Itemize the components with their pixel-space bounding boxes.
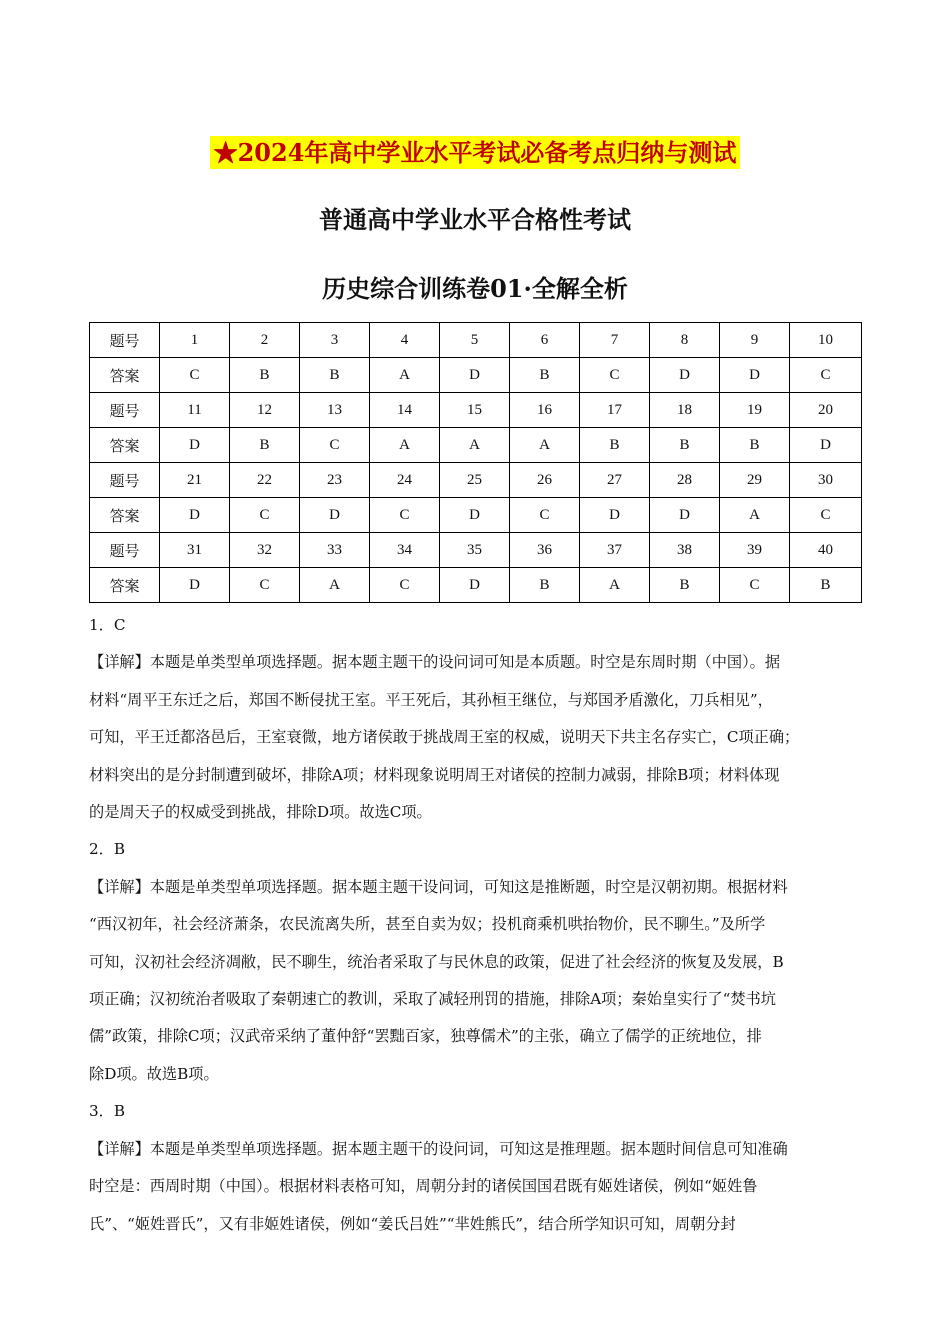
answer-cell: D [440, 358, 510, 393]
answer-cell: D [160, 428, 230, 463]
question-number-cell: 34 [370, 533, 440, 568]
question-number-cell: 7 [580, 323, 650, 358]
answer-cell: B [790, 568, 862, 603]
explanation-line: 【详解】本题是单类型单项选择题。据本题主题干的设问词可知是本质题。时空是东周时期（中国）。据 [89, 653, 781, 672]
answer-cell: B [650, 428, 720, 463]
question-number-cell: 29 [720, 463, 790, 498]
exam-title: 普通高中学业水平合格性考试 [319, 205, 631, 234]
question-number-cell: 21 [160, 463, 230, 498]
question-number-cell: 9 [720, 323, 790, 358]
answer-cell: B [580, 428, 650, 463]
question-number-cell: 39 [720, 533, 790, 568]
question-number-cell: 36 [510, 533, 580, 568]
question-number-cell: 10 [790, 323, 862, 358]
answer-cell: C [230, 498, 300, 533]
question-number-cell: 12 [230, 393, 300, 428]
answer-cell: A [440, 428, 510, 463]
answer-row [90, 428, 862, 463]
answer-cell: C [230, 568, 300, 603]
answer-cell: D [300, 498, 370, 533]
question-number-cell: 4 [370, 323, 440, 358]
answer-key-table [89, 322, 862, 603]
answer-cell: C [160, 358, 230, 393]
question-number-cell: 22 [230, 463, 300, 498]
question-row [90, 393, 862, 428]
answer-cell: D [160, 498, 230, 533]
question-number-cell: 35 [440, 533, 510, 568]
explanation-line: 儒”政策，排除C项；汉武帝采纳了董仲舒“罢黜百家，独尊儒术”的主张，确立了儒学的正统地位，排 [89, 1027, 762, 1046]
question-heading: 1．C [89, 616, 126, 634]
answer-cell: C [300, 428, 370, 463]
answer-cell: D [720, 358, 790, 393]
question-number-cell: 5 [440, 323, 510, 358]
answer-cell: C [790, 498, 862, 533]
explanation-line: 的是周天子的权威受到挑战，排除D项。故选C项。 [89, 803, 432, 822]
question-number-cell: 13 [300, 393, 370, 428]
series-banner-text: ★2024年高中学业水平考试必备考点归纳与测试 [210, 136, 741, 169]
answer-cell: A [370, 428, 440, 463]
question-row [90, 463, 862, 498]
explanation-line: 【详解】本题是单类型单项选择题。据本题主题干设问词，可知这是推断题，时空是汉朝初期。根据材料 [89, 877, 788, 896]
explanation-line: 除D项。故选B项。 [89, 1064, 219, 1083]
question-number-cell: 25 [440, 463, 510, 498]
explanation-line: 可知，汉初社会经济凋敝，民不聊生，统治者采取了与民休息的政策，促进了社会经济的恢复及发展，B [89, 952, 784, 971]
answer-row [90, 498, 862, 533]
question-number-cell: 23 [300, 463, 370, 498]
explanation-line: 项正确；汉初统治者吸取了秦朝速亡的教训，采取了减轻刑罚的措施，排除A项；秦始皇实行了“焚书坑 [89, 990, 776, 1009]
question-number-cell: 19 [720, 393, 790, 428]
answer-row [90, 568, 862, 603]
question-number-cell: 14 [370, 393, 440, 428]
question-row-label: 题号 [90, 323, 160, 358]
answer-cell: B [510, 568, 580, 603]
explanation-line: 【详解】本题是单类型单项选择题。据本题主题干的设问词，可知这是推理题。据本题时间信息可知准确 [89, 1139, 788, 1158]
answer-cell: A [580, 568, 650, 603]
answer-cell: C [720, 568, 790, 603]
question-number-cell: 30 [790, 463, 862, 498]
answer-cell: C [370, 498, 440, 533]
answer-row-label: 答案 [90, 498, 160, 533]
answer-cell: D [580, 498, 650, 533]
answer-cell: C [790, 358, 862, 393]
question-heading: 3．B [89, 1102, 126, 1121]
question-heading: 2．B [89, 840, 126, 859]
answer-cell: B [510, 358, 580, 393]
explanation-line: 时空是：西周时期（中国）。根据材料表格可知，周朝分封的诸侯国国君既有姬姓诸侯，例如“姬姓鲁 [89, 1177, 758, 1196]
question-row-label: 题号 [90, 393, 160, 428]
answer-row-label: 答案 [90, 428, 160, 463]
question-number-cell: 16 [510, 393, 580, 428]
question-number-cell: 27 [580, 463, 650, 498]
question-number-cell: 2 [230, 323, 300, 358]
question-number-cell: 26 [510, 463, 580, 498]
answer-cell: C [370, 568, 440, 603]
answer-cell: A [720, 498, 790, 533]
question-number-cell: 38 [650, 533, 720, 568]
answer-cell: A [370, 358, 440, 393]
answer-cell: D [790, 428, 862, 463]
explanation-line: 材料突出的是分封制遭到破坏，排除A项；材料现象说明周王对诸侯的控制力减弱，排除B项；材料体现 [89, 765, 780, 784]
explanations [89, 607, 859, 1243]
answer-cell: C [580, 358, 650, 393]
answer-cell: B [230, 358, 300, 393]
question-number-cell: 32 [230, 533, 300, 568]
question-number-cell: 37 [580, 533, 650, 568]
question-number-cell: 15 [440, 393, 510, 428]
series-banner [0, 133, 950, 168]
explanation-line: 材料“周平王东迁之后，郑国不断侵扰王室。平王死后，其孙桓王继位，与郑国矛盾激化，刀兵相见”， [89, 690, 773, 709]
question-row [90, 533, 862, 568]
question-number-cell: 18 [650, 393, 720, 428]
question-number-cell: 40 [790, 533, 862, 568]
answer-cell: C [510, 498, 580, 533]
paper-title: 历史综合训练卷01·全解全析 [322, 274, 628, 303]
explanation-line: 氏”、“姬姓晋氏”，又有非姬姓诸侯，例如“姜氏吕姓”“芈姓熊氏”，结合所学知识可知，周朝分封 [89, 1214, 736, 1233]
question-number-cell: 11 [160, 393, 230, 428]
question-number-cell: 17 [580, 393, 650, 428]
answer-cell: B [650, 568, 720, 603]
answer-cell: D [440, 568, 510, 603]
answer-cell: D [650, 358, 720, 393]
answer-cell: B [230, 428, 300, 463]
answer-row-label: 答案 [90, 358, 160, 393]
answer-cell: D [160, 568, 230, 603]
explanation-line: 可知，平王迁都洛邑后，王室衰微，地方诸侯敢于挑战周王室的权威，说明天下共主名存实亡，C项正确； [89, 728, 800, 747]
answer-cell: A [510, 428, 580, 463]
answer-row [90, 358, 862, 393]
question-row [90, 323, 862, 358]
answer-cell: D [650, 498, 720, 533]
question-row-label: 题号 [90, 463, 160, 498]
answer-row-label: 答案 [90, 568, 160, 603]
question-number-cell: 3 [300, 323, 370, 358]
question-number-cell: 28 [650, 463, 720, 498]
question-number-cell: 8 [650, 323, 720, 358]
answer-cell: B [300, 358, 370, 393]
question-row-label: 题号 [90, 533, 160, 568]
question-number-cell: 33 [300, 533, 370, 568]
question-number-cell: 20 [790, 393, 862, 428]
question-number-cell: 6 [510, 323, 580, 358]
question-number-cell: 1 [160, 323, 230, 358]
question-number-cell: 24 [370, 463, 440, 498]
question-number-cell: 31 [160, 533, 230, 568]
answer-cell: B [720, 428, 790, 463]
explanation-line: “西汉初年，社会经济萧条，农民流离失所，甚至自卖为奴；投机商乘机哄抬物价，民不聊生。”及所学 [89, 915, 766, 934]
answer-cell: A [300, 568, 370, 603]
answer-cell: D [440, 498, 510, 533]
